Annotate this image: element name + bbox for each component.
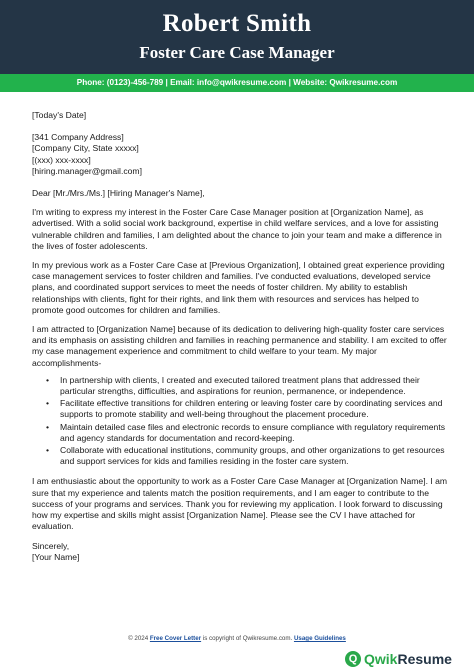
accomplishments-list: [32, 375, 448, 468]
address-line: [341 Company Address]: [32, 132, 124, 143]
salutation: Dear [Mr./Mrs./Ms.] [Hiring Manager's Name],: [32, 188, 205, 199]
list-item: • Collaborate with educational institutions, community groups, and other organizations to get resources and support services for kids and families residing in the foster care system.: [46, 445, 445, 467]
address-line: [(xxx) xxx-xxxx]: [32, 154, 91, 165]
bullet-icon: •: [46, 421, 50, 432]
address-line: [hiring.manager@gmail.com]: [32, 165, 142, 176]
free-cover-letter-link[interactable]: Free Cover Letter: [149, 635, 202, 642]
job-title: Foster Care Case Manager: [139, 43, 335, 62]
qwikresume-logo[interactable]: Q Qwik Resume: [345, 650, 452, 668]
contact-bar: Phone: (0123)-456-789 | Email: info@qwikresume.com | Website: Qwikresume.com: [0, 74, 474, 92]
letter-body: [32, 110, 448, 563]
paragraph-motivation: I am attracted to [Organization Name] because of its dedication to delivering high-quality foster care services and its emphasis on assisting children and families in reaching permanence and stability. I am excited to offer my case management experience and commitment to child welfare to your team. My major accomplishments-: [32, 324, 447, 368]
list-item: • Maintain detailed case files and electronic records to ensure compliance with regulatory requirements and agency standards for documentation and record-keeping.: [46, 421, 446, 443]
bullet-icon: •: [46, 398, 50, 409]
paragraph-closing: I am enthusiastic about the opportunity to work as a Foster Care Case Manager at [Organization Name]. I am sure that my experience and talents match the position requirements, and I am eager to contribute to the success of your programs and services. Thank you for reviewing my application. I look forward to discussing how my expertise and skills might assist [Organization Name]. Please see the CV I have attached for evaluation.: [32, 476, 448, 532]
bullet-icon: •: [46, 374, 50, 385]
signature: [Your Name]: [32, 551, 80, 562]
letter-date: [Today's Date]: [32, 110, 87, 120]
list-item: • In partnership with clients, I created and executed tailored treatment plans that addressed their particular strengths, difficulties, and aspirations for reunion, permanence, or independence.: [46, 374, 420, 397]
list-item: • Facilitate effective transitions for children entering or leaving foster care by coordinating services and supports to promote stability and well-being throughout the placement procedure.: [46, 398, 443, 420]
page-footer: [0, 628, 474, 670]
address-line: [Company City, State xxxxx]: [32, 143, 139, 154]
bullet-icon: •: [46, 445, 50, 456]
usage-guidelines-link[interactable]: Usage Guidelines: [293, 635, 346, 642]
logo-q-icon: Q: [345, 651, 361, 667]
closing: Sincerely,: [32, 540, 70, 551]
copyright-text: © 2024 Free Cover Letter is copyright of Qwikresume.com. Usage Guidelines: [128, 635, 346, 642]
letter-header: [0, 0, 474, 74]
paragraph-experience: In my previous work as a Foster Care Case at [Previous Organization], I obtained great experience providing case management services to foster children and families. I've conducted evaluations, developed service plans, and coordinated support services to meet the needs of foster children. My ability to establish relationships with clients, fight for their rights, and link them with resources and services has helped to promote good outcomes for children and families.: [32, 260, 445, 315]
recipient-address: [32, 132, 448, 177]
applicant-name: Robert Smith: [162, 10, 312, 37]
paragraph-intro: I'm writing to express my interest in the Foster Care Case Manager position at [Organization Name], as advertised. With a solid social work background, expertise in child welfare services, and a love for assisting vulnerable children and families, I am delighted about the chance to join your team and make a difference in the lives of foster adolescents.: [32, 207, 442, 251]
